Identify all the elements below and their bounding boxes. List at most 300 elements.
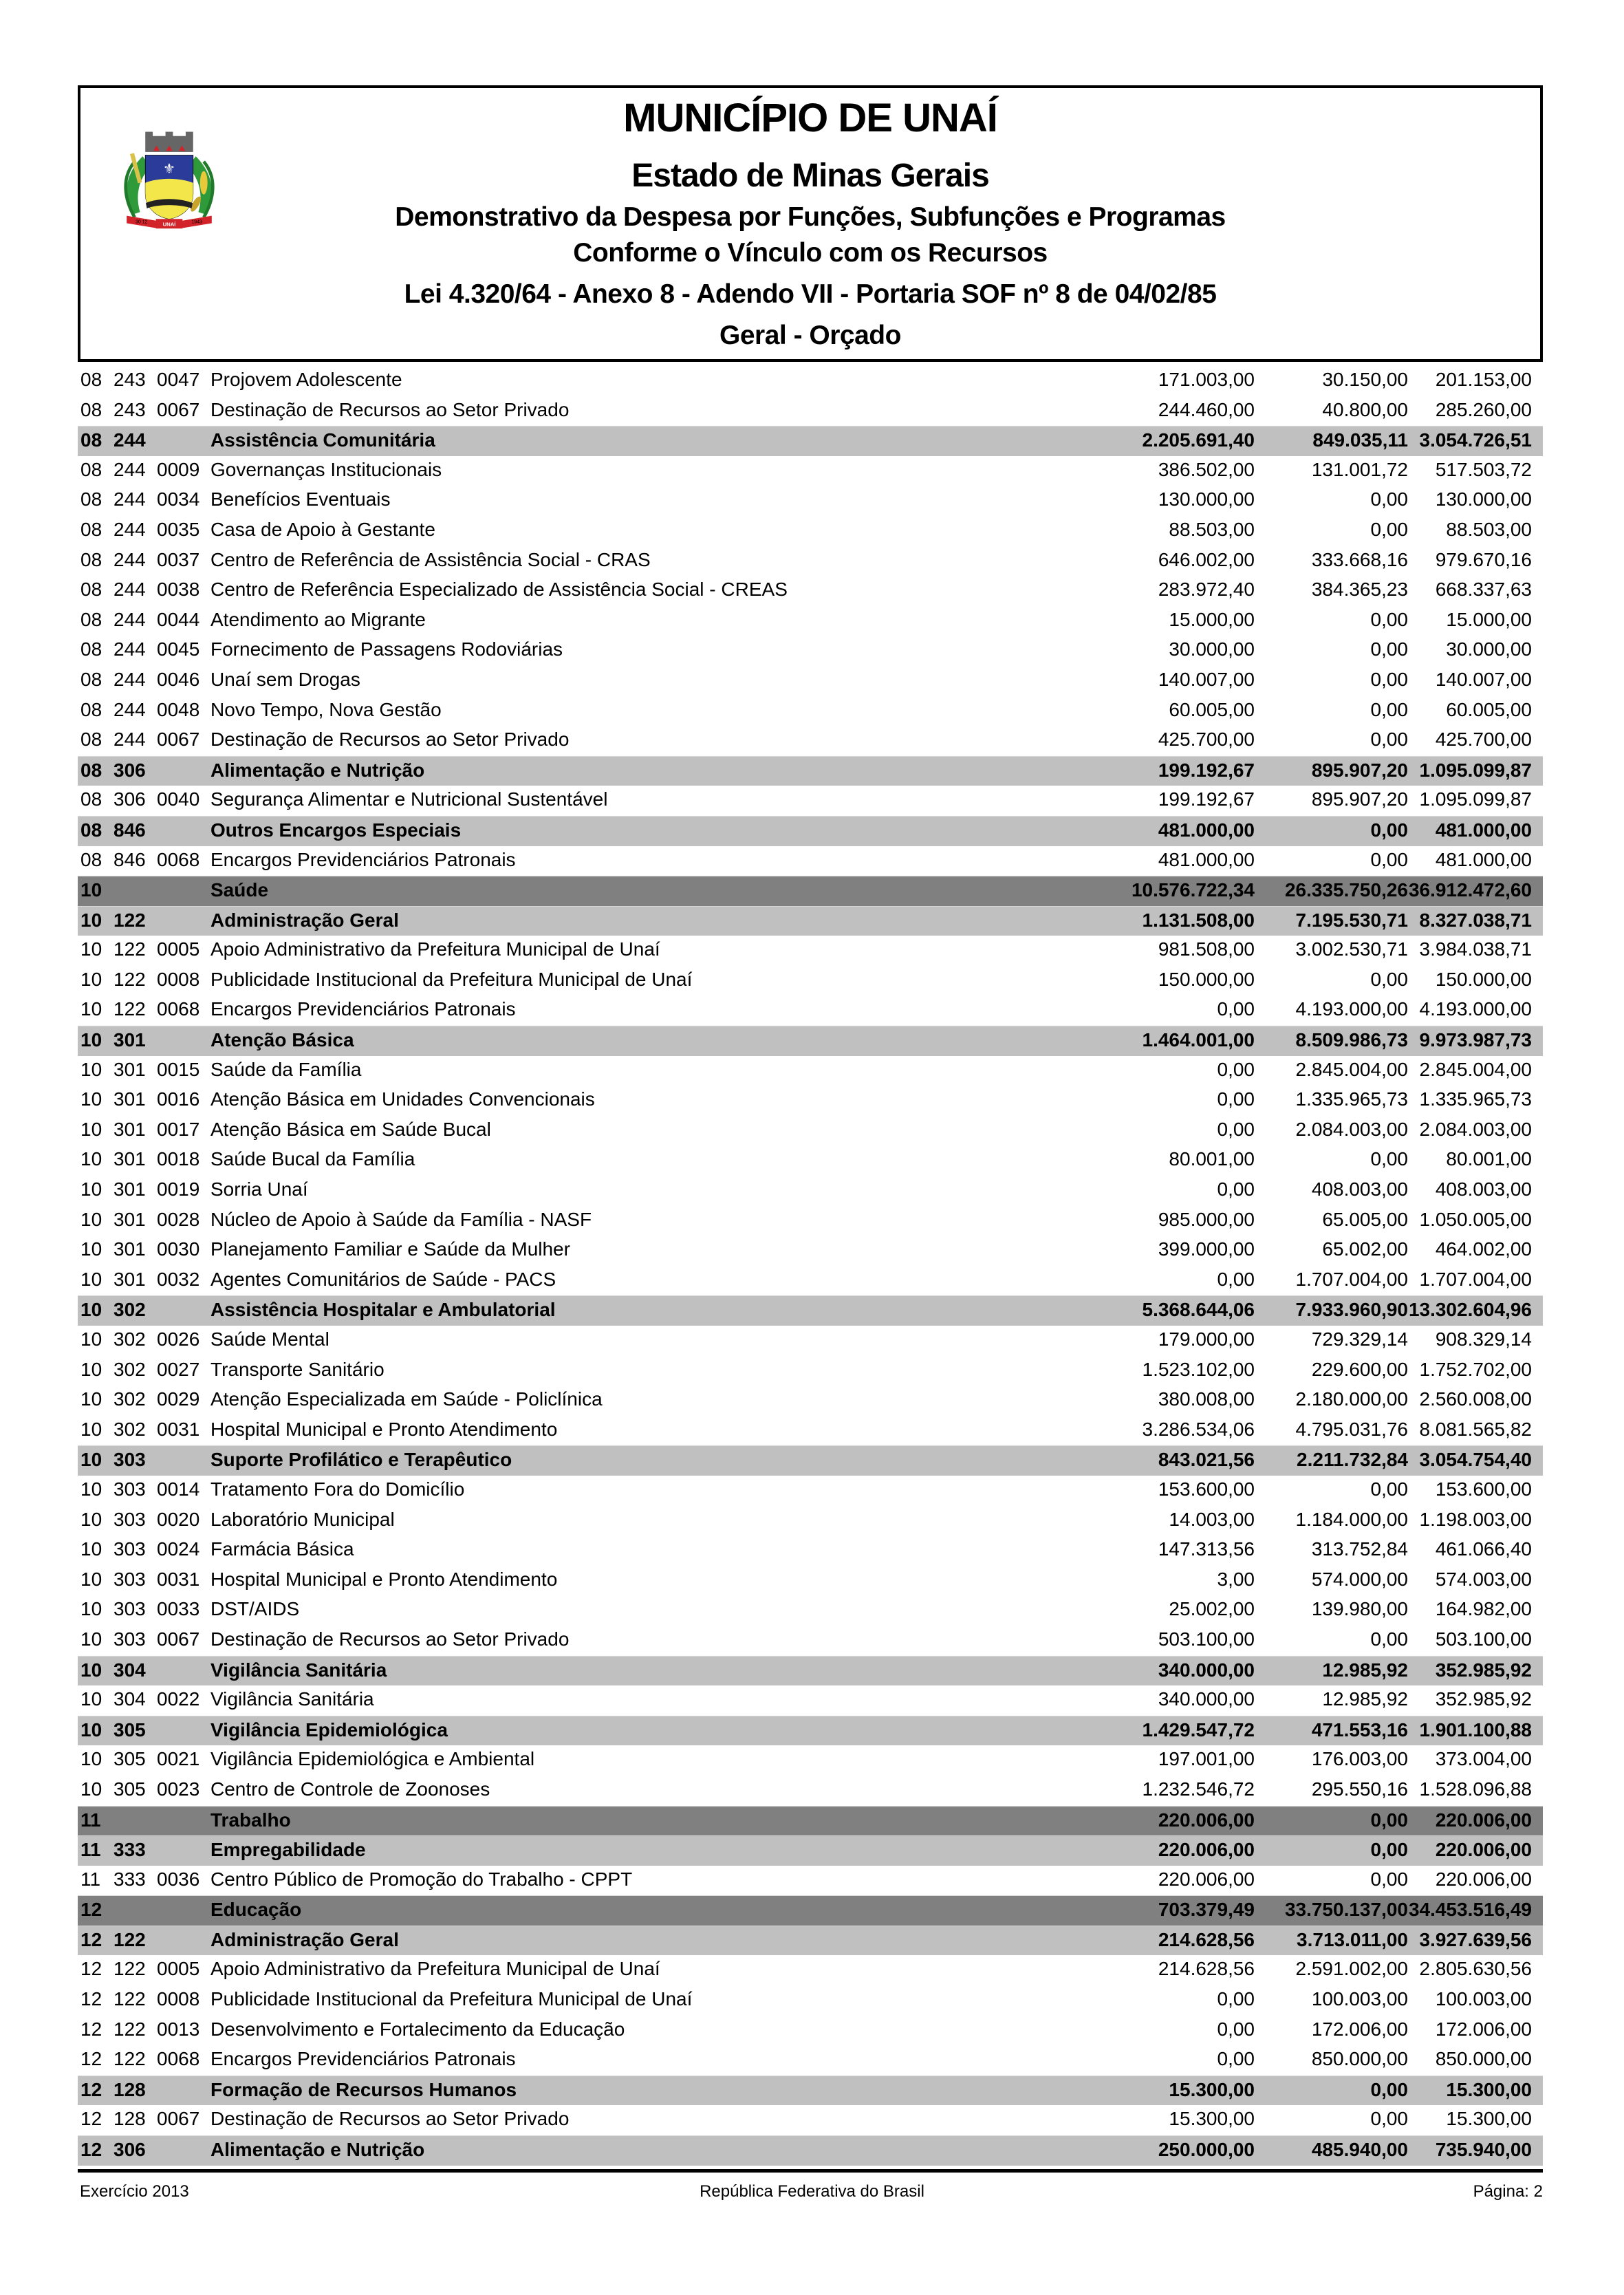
value-linked: 1.184.000,00 (1295, 1508, 1408, 1530)
program-code: 0035 (157, 518, 200, 540)
value-total: 4.193.000,00 (1419, 998, 1532, 1020)
description: Atenção Básica em Saúde Bucal (210, 1118, 491, 1140)
value-linked: 0,00 (1370, 968, 1408, 990)
value-linked: 12.985,92 (1322, 1688, 1408, 1710)
report-title: MUNICÍPIO DE UNAÍ (623, 96, 997, 140)
description: Hospital Municipal e Pronto Atendimento (210, 1418, 558, 1440)
table-row (78, 936, 1543, 966)
table-row (78, 396, 1543, 427)
value-linked: 408.003,00 (1311, 1178, 1408, 1200)
table-row (78, 1566, 1543, 1596)
function-code: 10 (80, 1508, 102, 1530)
table-row (78, 966, 1543, 996)
value-linked: 3.713.011,00 (1297, 1928, 1408, 1950)
subfunction-code: 302 (113, 1328, 146, 1350)
subfunction-code: 301 (113, 1208, 146, 1230)
subfunction-code: 302 (113, 1299, 146, 1321)
value-linked: 0,00 (1370, 638, 1408, 660)
function-code: 08 (80, 369, 102, 390)
svg-text:1943: 1943 (191, 219, 202, 225)
value-total: 8.327.038,71 (1419, 909, 1532, 931)
subfunction-code: 306 (113, 788, 146, 810)
value-linked: 1.707.004,00 (1295, 1268, 1408, 1290)
table-row (78, 1416, 1543, 1446)
table-row (78, 786, 1543, 816)
function-code: 10 (80, 1358, 102, 1380)
value-ordinary: 14.003,00 (1169, 1508, 1255, 1530)
program-code: 0036 (157, 1868, 200, 1890)
subfunction-code: 302 (113, 1418, 146, 1440)
value-ordinary: 1.464.001,00 (1142, 1029, 1255, 1051)
subfunction-code: 244 (113, 548, 146, 570)
description: Vigilância Sanitária (210, 1688, 374, 1710)
value-ordinary: 153.600,00 (1158, 1478, 1255, 1500)
description: Vigilância Epidemiológica (210, 1718, 448, 1741)
value-total: 36.912.472,60 (1408, 879, 1532, 901)
description: Núcleo de Apoio à Saúde da Família - NASF (210, 1208, 592, 1230)
program-code: 0005 (157, 938, 200, 960)
table-row (78, 726, 1543, 756)
subfunction-code: 303 (113, 1568, 146, 1590)
value-total: 3.984.038,71 (1419, 938, 1532, 960)
value-ordinary: 1.232.546,72 (1142, 1778, 1255, 1800)
description: Empregabilidade (210, 1839, 366, 1861)
subfunction-code: 306 (113, 2139, 146, 2161)
value-total: 15.300,00 (1446, 2108, 1532, 2130)
subfunction-code: 301 (113, 1148, 146, 1170)
value-ordinary: 130.000,00 (1158, 488, 1255, 510)
description: Projovem Adolescente (210, 369, 402, 390)
program-code: 0028 (157, 1208, 200, 1230)
table-row (78, 1145, 1543, 1176)
value-linked: 849.035,11 (1312, 429, 1408, 451)
value-linked: 0,00 (1370, 819, 1408, 841)
description: Transporte Sanitário (210, 1358, 385, 1380)
program-code: 0027 (157, 1358, 200, 1380)
value-linked: 0,00 (1370, 488, 1408, 510)
value-total: 425.700,00 (1435, 729, 1532, 751)
program-code: 0067 (157, 1628, 200, 1650)
description: Formação de Recursos Humanos (210, 2078, 517, 2100)
subfunction-total-row (78, 1295, 1543, 1326)
value-total: 979.670,16 (1435, 548, 1532, 570)
value-total: 220.006,00 (1435, 1809, 1532, 1831)
program-code: 0031 (157, 1568, 200, 1590)
program-code: 0014 (157, 1478, 200, 1500)
value-ordinary: 425.700,00 (1158, 729, 1255, 751)
description: Atenção Especializada em Saúde - Policlínica (210, 1388, 603, 1410)
function-code: 08 (80, 488, 102, 510)
program-code: 0030 (157, 1238, 200, 1260)
subfunction-code: 243 (113, 369, 146, 390)
description: Publicidade Institucional da Prefeitura Municipal de Unaí (210, 968, 693, 990)
footer-divider (78, 2169, 1543, 2173)
value-ordinary: 985.000,00 (1158, 1208, 1255, 1230)
program-code: 0021 (157, 1748, 200, 1770)
subfunction-total-row (78, 906, 1543, 936)
program-code: 0008 (157, 968, 200, 990)
page-number: Página: 2 (1473, 2182, 1543, 2201)
value-ordinary: 2.205.691,40 (1142, 429, 1255, 451)
value-total: 1.095.099,87 (1419, 788, 1532, 810)
subfunction-code: 304 (113, 1659, 146, 1681)
value-linked: 0,00 (1370, 518, 1408, 540)
function-code: 10 (80, 1778, 102, 1800)
value-ordinary: 340.000,00 (1158, 1659, 1255, 1681)
function-code: 10 (80, 879, 102, 901)
table-row (78, 995, 1543, 1026)
value-total: 408.003,00 (1435, 1178, 1532, 1200)
subfunction-code: 122 (113, 938, 146, 960)
table-row (78, 1116, 1543, 1146)
value-total: 2.845.004,00 (1419, 1058, 1532, 1080)
function-code: 12 (80, 1899, 102, 1921)
value-ordinary: 0,00 (1217, 998, 1255, 1020)
program-code: 0044 (157, 608, 200, 630)
value-linked: 139.980,00 (1311, 1598, 1408, 1620)
value-ordinary: 0,00 (1217, 1268, 1255, 1290)
subfunction-code: 244 (113, 429, 146, 451)
program-code: 0022 (157, 1688, 200, 1710)
subfunction-code: 333 (113, 1868, 146, 1890)
subfunction-code: 122 (113, 968, 146, 990)
value-ordinary: 503.100,00 (1158, 1628, 1255, 1650)
program-code: 0008 (157, 1988, 200, 2010)
function-code: 08 (80, 729, 102, 751)
value-total: 668.337,63 (1435, 579, 1532, 601)
value-ordinary: 0,00 (1217, 2048, 1255, 2070)
value-linked: 3.002.530,71 (1295, 938, 1408, 960)
program-code: 0032 (157, 1268, 200, 1290)
description: Novo Tempo, Nova Gestão (210, 698, 442, 720)
description: Encargos Previdenciários Patronais (210, 998, 516, 1020)
function-code: 12 (80, 2048, 102, 2070)
function-code: 10 (80, 1088, 102, 1110)
subfunction-code: 846 (113, 819, 146, 841)
function-code: 08 (80, 398, 102, 420)
subfunction-code: 301 (113, 1118, 146, 1140)
table-row (78, 1595, 1543, 1626)
program-code: 0015 (157, 1058, 200, 1080)
table-row (78, 486, 1543, 516)
table-row (78, 696, 1543, 726)
table-row (78, 1086, 1543, 1116)
table-row (78, 1386, 1543, 1416)
description: Planejamento Familiar e Saúde da Mulher (210, 1238, 570, 1260)
description: Encargos Previdenciários Patronais (210, 2048, 516, 2070)
program-code: 0037 (157, 548, 200, 570)
value-ordinary: 15.300,00 (1169, 2078, 1255, 2100)
subfunction-code: 303 (113, 1538, 146, 1560)
value-total: 150.000,00 (1435, 968, 1532, 990)
report-subtitle: Demonstrativo da Despesa por Funções, Subfunções e Programas (395, 202, 1226, 232)
subfunction-code: 305 (113, 1718, 146, 1741)
value-ordinary: 60.005,00 (1169, 698, 1255, 720)
value-linked: 2.084.003,00 (1295, 1118, 1408, 1140)
function-code: 10 (80, 1688, 102, 1710)
value-total: 130.000,00 (1435, 488, 1532, 510)
value-ordinary: 340.000,00 (1158, 1688, 1255, 1710)
value-linked: 33.750.137,00 (1284, 1899, 1408, 1921)
program-code: 0024 (157, 1538, 200, 1560)
value-ordinary: 199.192,67 (1158, 759, 1255, 781)
value-total: 481.000,00 (1435, 819, 1532, 841)
value-total: 220.006,00 (1435, 1839, 1532, 1861)
description: Administração Geral (210, 1928, 399, 1950)
value-linked: 0,00 (1370, 1868, 1408, 1890)
table-row (78, 1685, 1543, 1716)
description: Casa de Apoio à Gestante (210, 518, 435, 540)
function-code: 11 (80, 1839, 101, 1861)
value-linked: 0,00 (1370, 668, 1408, 690)
subfunction-code: 301 (113, 1088, 146, 1110)
value-ordinary: 5.368.644,06 (1142, 1299, 1255, 1321)
subfunction-total-row (78, 426, 1543, 456)
value-ordinary: 0,00 (1217, 2018, 1255, 2040)
program-code: 0013 (157, 2018, 200, 2040)
subfunction-code: 301 (113, 1029, 146, 1051)
function-code: 12 (80, 1988, 102, 2010)
value-ordinary: 30.000,00 (1169, 638, 1255, 660)
program-code: 0033 (157, 1598, 200, 1620)
description: Governanças Institucionais (210, 458, 442, 480)
program-code: 0029 (157, 1388, 200, 1410)
description: Centro de Referência Especializado de Assistência Social - CREAS (210, 579, 788, 601)
program-code: 0067 (157, 398, 200, 420)
description: Fornecimento de Passagens Rodoviárias (210, 638, 563, 660)
description: Laboratório Municipal (210, 1508, 395, 1530)
description: Desenvolvimento e Fortalecimento da Educação (210, 2018, 625, 2040)
function-code: 10 (80, 1388, 102, 1410)
table-row (78, 1356, 1543, 1386)
table-row (78, 2105, 1543, 2135)
value-total: 140.007,00 (1435, 668, 1532, 690)
program-code: 0023 (157, 1778, 200, 1800)
description: Assistência Comunitária (210, 429, 435, 451)
value-ordinary: 703.379,49 (1158, 1899, 1255, 1921)
function-code: 12 (80, 1958, 102, 1980)
program-code: 0018 (157, 1148, 200, 1170)
value-ordinary: 0,00 (1217, 1058, 1255, 1080)
table-row (78, 606, 1543, 636)
value-linked: 65.002,00 (1322, 1238, 1408, 1260)
subfunction-code: 244 (113, 488, 146, 510)
value-ordinary: 843.021,56 (1158, 1449, 1255, 1471)
value-total: 574.003,00 (1435, 1568, 1532, 1590)
value-linked: 12.985,92 (1322, 1659, 1408, 1681)
description: Vigilância Sanitária (210, 1659, 387, 1681)
function-total-row (78, 1806, 1543, 1836)
table-row (78, 1955, 1543, 1985)
function-code: 08 (80, 458, 102, 480)
function-code: 10 (80, 1449, 102, 1471)
function-code: 12 (80, 1928, 102, 1950)
value-linked: 0,00 (1370, 848, 1408, 870)
value-total: 735.940,00 (1435, 2139, 1532, 2161)
table-row (78, 1626, 1543, 1656)
function-code: 10 (80, 1718, 102, 1741)
value-total: 100.003,00 (1435, 1988, 1532, 2010)
description: Apoio Administrativo da Prefeitura Municipal de Unaí (210, 1958, 660, 1980)
description: Benefícios Eventuais (210, 488, 391, 510)
program-code: 0019 (157, 1178, 200, 1200)
function-code: 08 (80, 429, 102, 451)
value-linked: 0,00 (1370, 1478, 1408, 1500)
value-total: 850.000,00 (1435, 2048, 1532, 2070)
program-code: 0067 (157, 2108, 200, 2130)
value-ordinary: 220.006,00 (1158, 1839, 1255, 1861)
function-code: 11 (80, 1809, 101, 1831)
value-ordinary: 15.300,00 (1169, 2108, 1255, 2130)
table-row (78, 1745, 1543, 1776)
value-linked: 40.800,00 (1322, 398, 1408, 420)
function-total-row (78, 876, 1543, 906)
value-ordinary: 1.429.547,72 (1142, 1718, 1255, 1741)
value-linked: 8.509.986,73 (1295, 1029, 1408, 1051)
function-code: 10 (80, 1478, 102, 1500)
function-code: 12 (80, 2078, 102, 2100)
value-total: 2.084.003,00 (1419, 1118, 1532, 1140)
value-linked: 4.193.000,00 (1295, 998, 1408, 1020)
description: Destinação de Recursos ao Setor Privado (210, 2108, 570, 2130)
function-code: 08 (80, 668, 102, 690)
program-code: 0031 (157, 1418, 200, 1440)
value-total: 352.985,92 (1435, 1688, 1532, 1710)
description: Hospital Municipal e Pronto Atendimento (210, 1568, 558, 1590)
value-ordinary: 1.131.508,00 (1142, 909, 1255, 931)
value-total: 908.329,14 (1435, 1328, 1532, 1350)
table-row (78, 516, 1543, 546)
program-code: 0040 (157, 788, 200, 810)
subfunction-code: 244 (113, 729, 146, 751)
function-code: 10 (80, 909, 102, 931)
subfunction-code: 122 (113, 998, 146, 1020)
value-total: 34.453.516,49 (1408, 1899, 1532, 1921)
subfunction-code: 303 (113, 1449, 146, 1471)
value-ordinary: 80.001,00 (1169, 1148, 1255, 1170)
value-linked: 333.668,16 (1311, 548, 1408, 570)
subfunction-total-row (78, 1716, 1543, 1746)
value-ordinary: 88.503,00 (1169, 518, 1255, 540)
report-header (78, 85, 1543, 362)
table-row (78, 576, 1543, 606)
program-code: 0068 (157, 998, 200, 1020)
description: Alimentação e Nutrição (210, 2139, 425, 2161)
value-total: 2.560.008,00 (1419, 1388, 1532, 1410)
function-code: 08 (80, 638, 102, 660)
description: Destinação de Recursos ao Setor Privado (210, 398, 570, 420)
description: Destinação de Recursos ao Setor Privado (210, 729, 570, 751)
description: Tratamento Fora do Domicílio (210, 1478, 465, 1500)
function-code: 10 (80, 968, 102, 990)
value-linked: 100.003,00 (1311, 1988, 1408, 2010)
value-linked: 0,00 (1370, 608, 1408, 630)
value-linked: 7.195.530,71 (1295, 909, 1408, 931)
table-row (78, 1266, 1543, 1296)
value-total: 1.050.005,00 (1419, 1208, 1532, 1230)
value-total: 172.006,00 (1435, 2018, 1532, 2040)
value-ordinary: 140.007,00 (1158, 668, 1255, 690)
report-subtitle-2: Conforme o Vínculo com os Recursos (573, 238, 1048, 268)
function-code: 10 (80, 1148, 102, 1170)
function-code: 10 (80, 1208, 102, 1230)
function-code: 12 (80, 2108, 102, 2130)
table-row (78, 366, 1543, 396)
svg-text:UNAÍ: UNAÍ (162, 221, 176, 228)
program-code: 0034 (157, 488, 200, 510)
value-ordinary: 0,00 (1217, 1088, 1255, 1110)
description: Centro de Controle de Zoonoses (210, 1778, 490, 1800)
description: Saúde (210, 879, 269, 901)
value-ordinary: 283.972,40 (1158, 579, 1255, 601)
value-linked: 384.365,23 (1311, 579, 1408, 601)
value-ordinary: 150.000,00 (1158, 968, 1255, 990)
value-linked: 0,00 (1370, 1148, 1408, 1170)
table-row (78, 666, 1543, 696)
report-scope: Geral - Orçado (719, 321, 901, 350)
value-ordinary: 10.576.722,34 (1131, 879, 1255, 901)
value-total: 2.805.630,56 (1419, 1958, 1532, 1980)
subfunction-code: 302 (113, 1358, 146, 1380)
description: Encargos Previdenciários Patronais (210, 848, 516, 870)
value-total: 80.001,00 (1446, 1148, 1532, 1170)
value-ordinary: 981.508,00 (1158, 938, 1255, 960)
function-code: 10 (80, 1538, 102, 1560)
value-total: 3.054.754,40 (1419, 1449, 1532, 1471)
function-code: 10 (80, 1118, 102, 1140)
function-code: 08 (80, 579, 102, 601)
value-total: 88.503,00 (1446, 518, 1532, 540)
description: Destinação de Recursos ao Setor Privado (210, 1628, 570, 1650)
program-code: 0016 (157, 1088, 200, 1110)
value-linked: 30.150,00 (1322, 369, 1408, 390)
value-ordinary: 380.008,00 (1158, 1388, 1255, 1410)
value-ordinary: 147.313,56 (1158, 1538, 1255, 1560)
subfunction-code: 244 (113, 668, 146, 690)
description: Farmácia Básica (210, 1538, 354, 1560)
description: Sorria Unaí (210, 1178, 308, 1200)
table-row (78, 1206, 1543, 1236)
value-linked: 26.335.750,26 (1284, 879, 1408, 901)
description: Alimentação e Nutrição (210, 759, 425, 781)
subfunction-total-row (78, 756, 1543, 786)
value-linked: 313.752,84 (1311, 1538, 1408, 1560)
value-linked: 574.000,00 (1311, 1568, 1408, 1590)
function-code: 10 (80, 1748, 102, 1770)
value-total: 1.528.096,88 (1419, 1778, 1532, 1800)
subfunction-code: 122 (113, 1988, 146, 2010)
description: Saúde da Família (210, 1058, 362, 1080)
function-code: 12 (80, 2139, 102, 2161)
value-total: 164.982,00 (1435, 1598, 1532, 1620)
value-ordinary: 3,00 (1217, 1568, 1255, 1590)
description: Assistência Hospitalar e Ambulatorial (210, 1299, 556, 1321)
program-code: 0067 (157, 729, 200, 751)
description: Vigilância Epidemiológica e Ambiental (210, 1748, 535, 1770)
subfunction-total-row (78, 2135, 1543, 2166)
description: Administração Geral (210, 909, 399, 931)
description: Segurança Alimentar e Nutricional Sustentável (210, 788, 608, 810)
table-row (78, 456, 1543, 486)
program-code: 0068 (157, 848, 200, 870)
program-code: 0005 (157, 1958, 200, 1980)
function-code: 10 (80, 938, 102, 960)
subfunction-code: 303 (113, 1628, 146, 1650)
subfunction-code: 244 (113, 579, 146, 601)
value-ordinary: 15.000,00 (1169, 608, 1255, 630)
value-linked: 0,00 (1370, 729, 1408, 751)
subfunction-code: 303 (113, 1598, 146, 1620)
